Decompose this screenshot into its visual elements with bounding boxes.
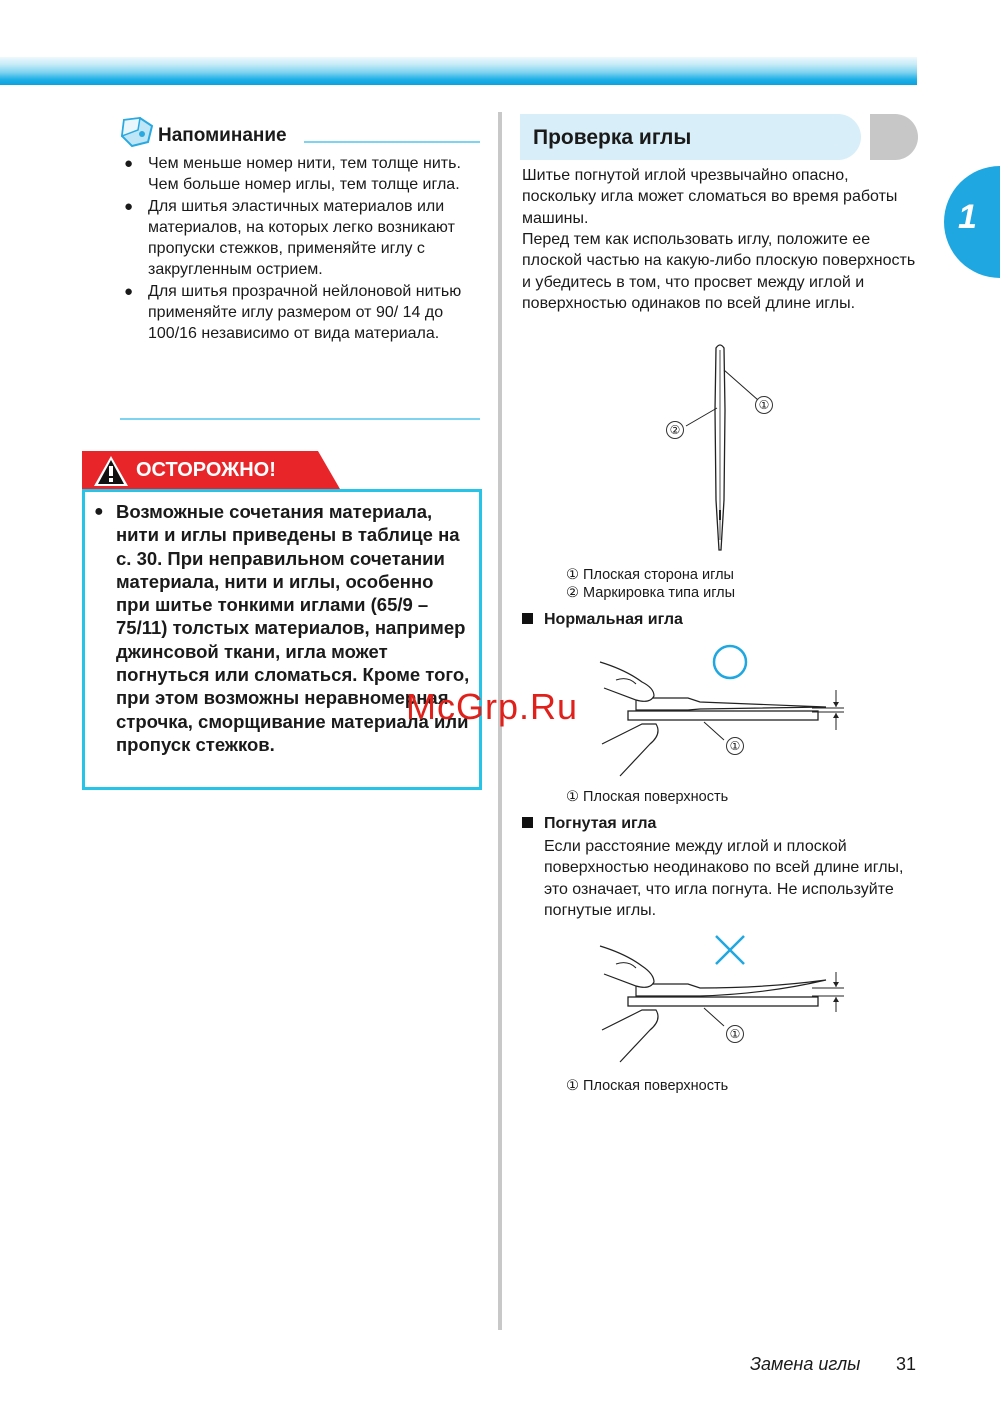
memo-icon	[118, 116, 156, 150]
bent-needle-illustration	[596, 930, 846, 1070]
bent-needle-heading	[522, 815, 656, 833]
list-item: ● Для шитья прозрачной нейлоновой нитью применяйте иглу размером от 90/ 14 до 100/16 независимо от вида материала.	[124, 281, 484, 345]
needle-callout-1: ①	[758, 398, 770, 412]
caption-number: ②	[566, 585, 579, 601]
caption-number: ①	[566, 1078, 579, 1094]
normal-caption	[566, 789, 728, 807]
footer-title: Замена иглы	[750, 1354, 861, 1374]
needle-caption-2	[566, 585, 735, 603]
normal-callout: ①	[729, 739, 741, 753]
caption-text: Плоская сторона иглы	[583, 567, 734, 583]
caution-title: ОСТОРОЖНО!	[136, 459, 276, 481]
intro-paragraph-1: Шитье погнутой иглой чрезвычайно опасно, поскольку игла может сломаться во время работы машины.	[522, 167, 898, 227]
header-bar	[0, 57, 917, 85]
caption-text: Плоская поверхность	[583, 789, 729, 805]
normal-needle-illustration	[596, 640, 846, 780]
normal-needle-heading	[522, 611, 683, 629]
needle-callout-2: ②	[669, 423, 681, 437]
square-bullet-icon	[522, 817, 533, 828]
caption-number: ①	[566, 567, 579, 583]
caption-text: Плоская поверхность	[583, 1078, 729, 1094]
needle-caption-1	[566, 567, 734, 585]
caption-text: Маркировка типа иглы	[583, 585, 736, 601]
square-bullet-icon	[522, 613, 533, 624]
heading-text: Нормальная игла	[544, 611, 683, 628]
reminder-list	[124, 153, 484, 345]
watermark: McGrp.Ru	[406, 686, 579, 727]
reminder-bottom-rule	[120, 418, 480, 420]
wrong-symbol	[0, 0, 1, 1]
caution-text: ● Возможные сочетания материала, нити и иглы приведены в таблице на с. 30. При неправильном сочетании материала, нити и иглы, особенно при шитье тонкими иглами (65/9 – 75/11) толстых материалов, например джинсовой ткани, игла может погнуться или сломаться. Кроме того, при этом возможны неравномерная строчка, сморщивание материала или пропуск стежков.	[96, 500, 471, 756]
section-title: Проверка иглы	[533, 126, 692, 149]
bent-caption	[566, 1078, 728, 1096]
heading-text: Погнутая игла	[544, 815, 657, 832]
list-item: ● Чем меньше номер нити, тем толще нить. Чем больше номер иглы, тем толще игла.	[124, 153, 484, 196]
reminder-title: Напоминание	[158, 125, 287, 146]
intro-paragraph-2: Перед тем как использовать иглу, положите ее плоской частью на какую-либо плоскую поверхность и убедитесь в том, что просвет между иглой и поверхностью одинаков по всей длине иглы.	[522, 231, 916, 312]
list-item: ● Для шитья эластичных материалов или материалов, на которых легко возникают пропуски стежков, применяйте иглу с закругленным острием.	[124, 196, 484, 281]
reminder-header	[118, 116, 480, 156]
warning-icon	[92, 454, 130, 488]
bent-needle-text: Если расстояние между иглой и плоской поверхностью неодинаково по всей длине иглы, это означает, что игла погнута. Не используйте погнутые иглы.	[544, 838, 904, 919]
caption-number: ①	[566, 789, 579, 805]
reminder-title-rule	[304, 141, 480, 143]
bent-callout: ①	[729, 1027, 741, 1041]
needle-illustration	[650, 340, 790, 555]
page-number: 31	[896, 1354, 917, 1374]
chapter-number: 1	[958, 198, 977, 236]
